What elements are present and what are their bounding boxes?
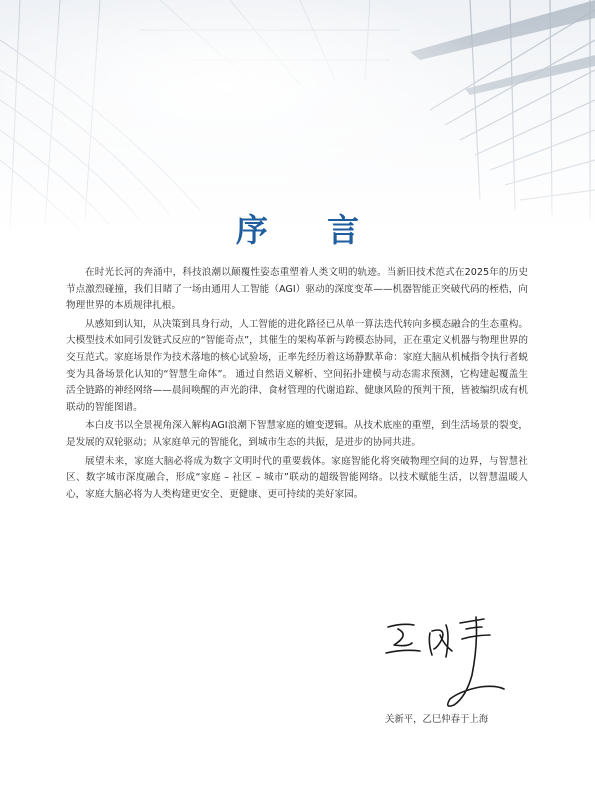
paragraph-3: 本白皮书以全景视角深入解构AGI浪潮下智慧家庭的嬗变逻辑。从技术底座的重塑，到生活场景的裂变，是发展的双轮驱动；从家庭单元的智能化，到城市生态的共振，是进步的协同共进。	[66, 420, 528, 448]
paragraph-4: 展望未来，家庭大脑必将成为数字文明时代的重要载体。家庭智能化将突破物理空间的边界，与智慧社区、数字城市深度融合，形成“家庭 – 社区 – 城市”联动的超级智能网络。以技术赋能生活，以智慧温暖人心，家庭大脑必将为人类构建更安全、更健康、更可持续的美好家园。	[66, 455, 528, 500]
signature-caption: 关新平，乙巳仲春于上海	[385, 714, 489, 725]
paragraph-2: 从感知到认知，从决策到具身行动，人工智能的进化路径已从单一算法迭代转向多模态融合的生态重构。大模型技术如同引发链式反应的“智能奇点”，其催生的架构革新与跨模态协同，正在重定义机器与物理世界的交互范式。家庭场景作为技术落地的核心试验场，正率先经历着这场静默革命：家庭大脑从机械指令执行者蜕变为具备场景化认知的“智慧生命体”。 通过自然语义解析、空间拓扑建模与动态需求预测，它构建起覆盖生活全链路的神经网络——晨间唤醒的声光韵律、食材管理的代谢追踪、健康风险的预判干预，皆被编织成有机联动的智能图谱。	[66, 318, 528, 413]
paragraph-1: 在时光长河的奔涌中，科技浪潮以颠覆性姿态重塑着人类文明的轨迹。当新旧技术范式在2025年的历史节点激烈碰撞，我们目睹了一场由通用人工智能（AGI）驱动的深度变革——机器智能正突破代码的桎梏，向物理世界的本质规律扎根。	[66, 267, 528, 312]
page-title: 序 言	[235, 211, 384, 249]
handwritten-signature-icon	[380, 605, 510, 710]
preface-body	[66, 265, 528, 505]
